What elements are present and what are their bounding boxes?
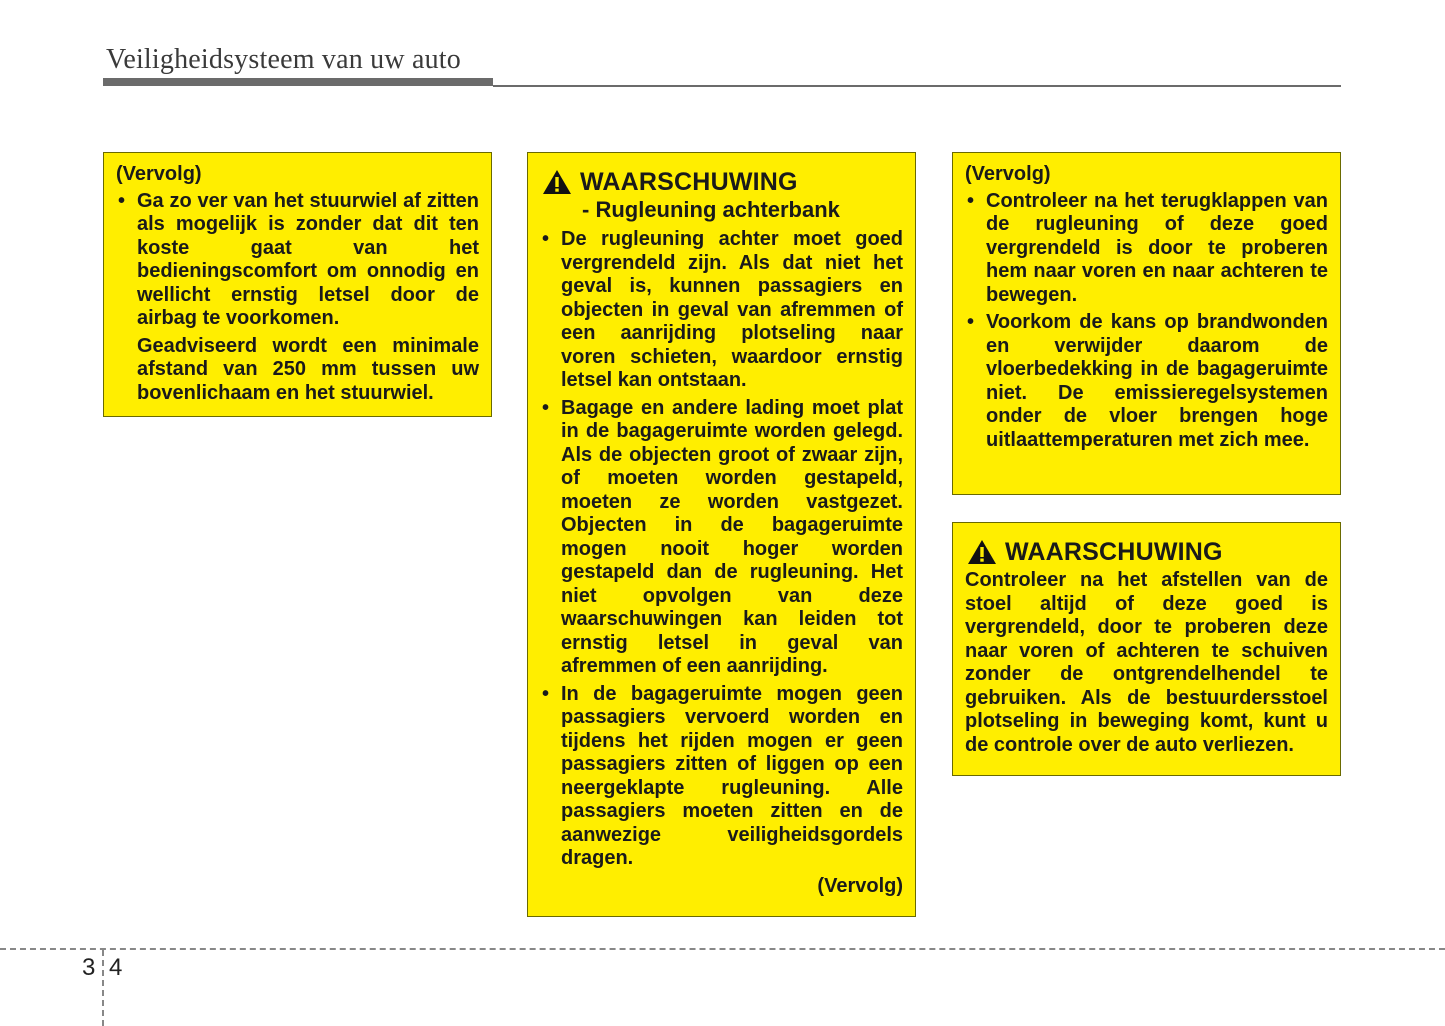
bullet-list (116, 190, 479, 331)
continued-footer-label: (Vervolg) (817, 874, 903, 897)
bullet-item: • Voorkom de kans op brandwonden en verwijder daarom de vloerbedekking in de bagageruimte niet. De emissieregelsystemen onder de vloer brengen hoge uitlaattemperaturen met zich mee. (965, 311, 1328, 452)
warning-triangle-icon (542, 169, 572, 195)
footer-divider (0, 948, 1445, 950)
header-rule-thin (493, 85, 1341, 87)
continued-note-box-right (952, 152, 1341, 495)
warning-text: Controleer na het afstellen van de stoel altijd of deze goed is vergrendeld, door te proberen deze naar voren of achteren te schuiven zonder de ontgrendelhendel te gebruiken. Als de bestuurdersstoel plotseling in beweging komt, kunt u de controle over de auto verliezen. (965, 569, 1328, 756)
warning-subtitle: - Rugleuning achterbank (582, 197, 840, 222)
bullet-item: • Controleer na het terugklappen van de rugleuning of deze goed vergrendeld is door te proberen hem naar voren en naar achteren te bewegen. (965, 190, 1328, 308)
chapter-number: 3 (82, 954, 96, 981)
bullet-item: • In de bagageruimte mogen geen passagiers vervoerd worden en tijdens het rijden mogen er geen passagiers zitten of liggen op een neergeklapte rugleuning. Alle passagiers moeten zitten en de aanwezige veiligheidsgordels dragen. (540, 683, 903, 871)
continued-note-box-left (103, 152, 492, 417)
warning-triangle-icon (967, 539, 997, 565)
bullet-list (965, 190, 1328, 453)
continued-label: (Vervolg) (965, 163, 1051, 185)
bullet-item: • De rugleuning achter moet goed vergrendeld zijn. Als dat niet het geval is, kunnen passagiers en objecten in geval van afremmen of een aanrijding plotseling naar voren schieten, waardoor ernstig letsel kan ontstaan. (540, 228, 903, 393)
bullet-list (540, 228, 903, 871)
warning-box-seat-lock (952, 522, 1341, 776)
page-header-title: Veiligheidsysteem van uw auto (106, 44, 461, 75)
warning-box-rear-seatback (527, 152, 916, 917)
bullet-item: • Ga zo ver van het stuurwiel af zitten als mogelijk is zonder dat dit ten koste gaat van het bedieningscomfort om onnodig en wellicht ernstig letsel door de airbag te voorkomen. (116, 190, 479, 331)
page-number: 4 (109, 954, 123, 981)
note-paragraph: Geadviseerd wordt een minimale afstand van 250 mm tussen uw bovenlichaam en het stuurwiel. (137, 334, 479, 404)
continued-label: (Vervolg) (116, 163, 202, 185)
header-rule-thick (103, 78, 493, 86)
warning-title: WAARSCHUWING (580, 168, 798, 196)
footer-vertical-divider (102, 950, 104, 1026)
warning-heading (965, 537, 1328, 567)
warning-title: WAARSCHUWING (1005, 538, 1223, 566)
bullet-item: • Bagage en andere lading moet plat in de bagageruimte worden gelegd. Als de objecten groot of zwaar zijn, of moeten worden gestapeld, moeten ze worden vastgezet. Objecten in de bagageruimte mogen nooit hoger worden gestapeld dan de rugleuning. Het niet opvolgen van deze waarschuwingen kan leiden tot ernstig letsel in geval van afremmen of een aanrijding. (540, 397, 903, 679)
warning-heading (540, 167, 903, 197)
